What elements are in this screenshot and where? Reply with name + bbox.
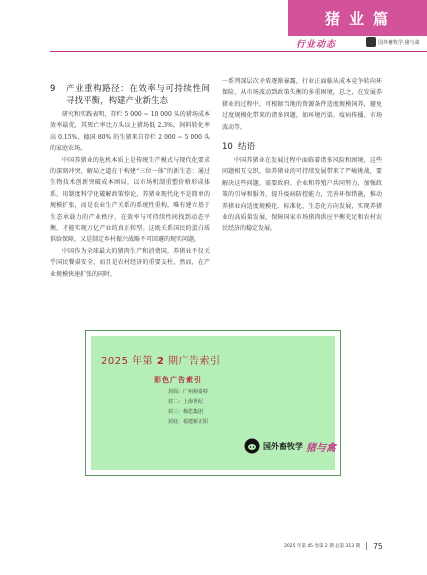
ad-title-issue-number: 2 — [156, 356, 165, 367]
paragraph: 研究和实践表明，存栏 5 000 ~ 10 000 头的猪场成本效率最优，其死亡率比万头以上猪场低 2.3%，饲料转化率高 0.15%，德国 80% 的生猪来自存栏 2 000 ~ 5 000 头的家庭农场。 — [50, 111, 210, 153]
journal-logo-icon — [366, 37, 376, 47]
journal-logo — [366, 37, 420, 47]
section-10-heading — [222, 141, 382, 153]
right-column — [222, 76, 382, 235]
ad-list-item: 封二：上海世纪 — [168, 399, 204, 405]
header-rule — [50, 51, 427, 52]
journal-logo-text: 国外畜牧学·猪与禽 — [378, 39, 420, 46]
ad-list-item: 封底：福建新正阳 — [168, 419, 209, 425]
issue-info: 2025 年第 45 卷第 2 期 总第 313 期 — [284, 544, 361, 549]
paragraph: 中国养猪业的危机本质上是传统生产模式与现代化要求的深刻冲突，解局之道在于构建“三位一体”的新生态：通过生物技术创新突破成本困局，以市场机制重塑价格形成体系，用制度科学化破解政策悖论，养猪业现代化不是简单的规模扩张，而是农业生产关系的系统性重构，唯有建立基于生态承载力的产业秩序，在效率与可持续性间找到动态平衡，才能实现万亿产业的真正转型。这既关系国民的蛋白质供给保障，又是制定乡村振兴战略不可回避的现实问题。 — [50, 156, 210, 244]
pig-logo-icon — [244, 438, 260, 454]
footer-divider — [366, 542, 367, 550]
section-10-title: 结语 — [238, 142, 256, 153]
section-10-number: 10 — [222, 142, 233, 153]
left-column — [50, 83, 210, 280]
ad-logo-script: 猪与禽 — [306, 442, 336, 454]
page-footer — [284, 540, 383, 552]
ad-list-title: 彩色广告索引 — [154, 376, 202, 384]
ad-title-prefix: 2025 年第 — [101, 356, 154, 367]
section-9-number: 9 — [50, 84, 56, 94]
paragraph: 中国养猪业在发展过程中面临着诸多风险和困境，这些问题相互交织，给养猪业的可持续发展带来了严峻挑战，要解决这些问题，需要政府、企业和养殖户共同努力，加强政策的引导和服务，提升疫病防控能力，完善环保措施，推动养猪业向适度规模化、标准化、生态化方向发展，实现养猪业的高质量发展，保障国家市场猪肉供应平衡充足和农村农民经济的稳定发展。 — [222, 157, 382, 233]
page-number: 75 — [373, 541, 383, 551]
ad-title-suffix: 期广告索引 — [167, 356, 221, 367]
ad-logo-text: 国外畜牧学 — [263, 441, 303, 451]
paragraph: 中国作为全球最大的猪肉生产和消费国，养猪业不仅关乎国民餐桌安全，而且是农村经济的重要支柱，然而，在产业规模快速扩张的同时， — [50, 247, 210, 278]
header-sub-label: 行业动态 — [296, 40, 337, 50]
section-9-title: 产业重构路径：在效率与可持续性间寻找平衡，构建产业新生态 — [66, 84, 210, 106]
ad-index-title — [101, 352, 220, 367]
ad-list — [168, 387, 208, 427]
paragraph: 一系列深层次矛盾逐渐暴露，行业正面临从成本竞争转向环保险、从市场波动到政策失衡的多重困境，总之，在发展养猪业的过程中，可根据当地的资源条件适度规模饲养，避免过度规模化带来的诸多问题，如环境污染、疫病传播、市场波动等。 — [222, 78, 382, 131]
section-title: 猪业篇 — [324, 10, 397, 28]
ad-journal-logo — [244, 438, 336, 454]
header-subbar — [296, 36, 427, 51]
ad-list-item: 封三：梅思集团 — [168, 409, 204, 415]
ad-list-item: 封面：广州裕泰特 — [168, 389, 209, 395]
section-9-heading — [50, 83, 210, 107]
